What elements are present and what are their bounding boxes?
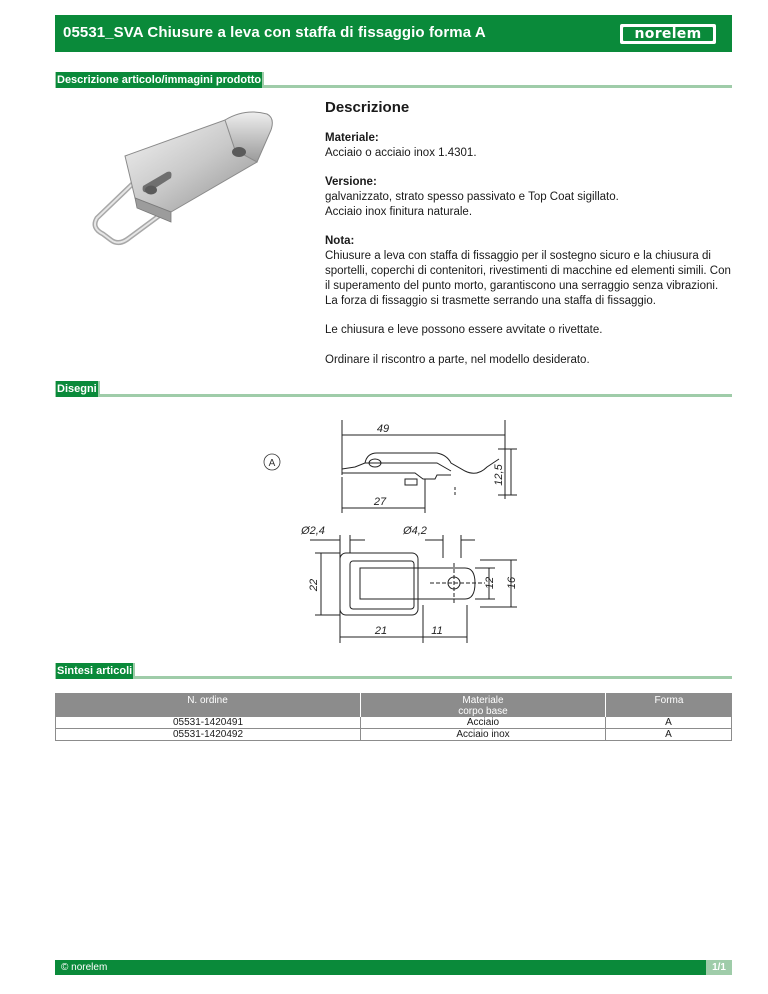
description-heading: Descrizione	[325, 99, 410, 116]
cell-order: 05531-1420491	[55, 717, 361, 728]
dim-16: 16	[506, 576, 518, 590]
cell-form: A	[606, 729, 732, 740]
section-description	[55, 72, 732, 88]
header-material-line-2: corpo base	[458, 706, 508, 717]
table-row	[55, 729, 732, 741]
dim-22: 22	[308, 578, 320, 592]
note-text-2: La forza di fissaggio si trasmette serrando una staffa di fissaggio.	[325, 295, 656, 307]
header-order: N. ordine	[55, 693, 361, 717]
side-view	[342, 420, 517, 513]
dim-27: 27	[373, 496, 387, 508]
version-line-1: galvanizzato, strato spesso passivato e Top Coat sigillato.	[325, 191, 619, 203]
section-line	[55, 676, 732, 679]
section-label	[55, 381, 100, 397]
section-label-text: Sintesi articoli	[57, 665, 133, 677]
dim-d4-2: Ø4,2	[403, 525, 427, 537]
logo-inner	[623, 27, 713, 41]
cell-material: Acciaio	[361, 717, 606, 728]
dim-21: 21	[374, 625, 388, 637]
page-title: 05531_SVA Chiusure a leva con staffa di fissaggio forma A	[63, 24, 486, 41]
cell-order: 05531-1420492	[55, 729, 361, 740]
header-material-line-1: Materiale	[462, 695, 504, 706]
section-line	[55, 394, 732, 397]
note-label: Nota:	[325, 235, 355, 247]
dim-49: 49	[376, 423, 390, 435]
header-material	[361, 693, 606, 717]
dim-d2-4: Ø2,4	[301, 525, 325, 537]
table-header	[55, 693, 732, 717]
version-block	[325, 175, 735, 220]
dim-12: 12	[484, 576, 496, 590]
mounting-block	[325, 323, 735, 338]
copyright: © norelem	[61, 962, 108, 973]
form-label: A	[268, 458, 276, 469]
version-label: Versione:	[325, 176, 377, 188]
page-number: 1/1	[706, 960, 732, 975]
material-text: Acciaio o acciaio inox 1.4301.	[325, 147, 477, 159]
note-block	[325, 234, 735, 309]
table-row	[55, 717, 732, 729]
page-header	[55, 15, 732, 52]
section-summary	[55, 663, 732, 679]
order-text: Ordinare il riscontro a parte, nel modello desiderato.	[325, 354, 590, 366]
product-image	[85, 100, 285, 260]
description-panel	[325, 100, 735, 382]
dim-12-5: 12,5	[493, 464, 505, 486]
material-block	[325, 131, 735, 161]
mounting-text: Le chiusura e leve possono essere avvitate o rivettate.	[325, 324, 603, 336]
order-block	[325, 353, 735, 368]
material-label: Materiale:	[325, 132, 379, 144]
norelem-logo	[620, 24, 716, 44]
note-text: Chiusure a leva con staffa di fissaggio per il sostegno sicuro e la chiusura di sportelli, coperchi di contenitori, rivestimenti di macchine ed elementi simili. Con il superamento del punto morto, garantiscono una serraggio senza vibrazioni.	[325, 250, 731, 292]
section-label-text: Descrizione articolo/immagini prodotto	[57, 74, 262, 86]
logo-text: norelem	[634, 26, 702, 42]
dim-11: 11	[431, 625, 443, 637]
version-line-2: Acciaio inox finitura naturale.	[325, 206, 473, 218]
article-table	[55, 693, 732, 741]
section-drawings	[55, 381, 732, 397]
header-form: Forma	[654, 695, 684, 706]
section-label	[55, 72, 264, 88]
section-label-text: Disegni	[57, 383, 97, 395]
technical-drawing	[255, 415, 535, 645]
cell-form: A	[606, 717, 732, 728]
cell-material: Acciaio inox	[361, 729, 606, 740]
page-footer	[55, 960, 732, 975]
section-label	[55, 663, 135, 679]
